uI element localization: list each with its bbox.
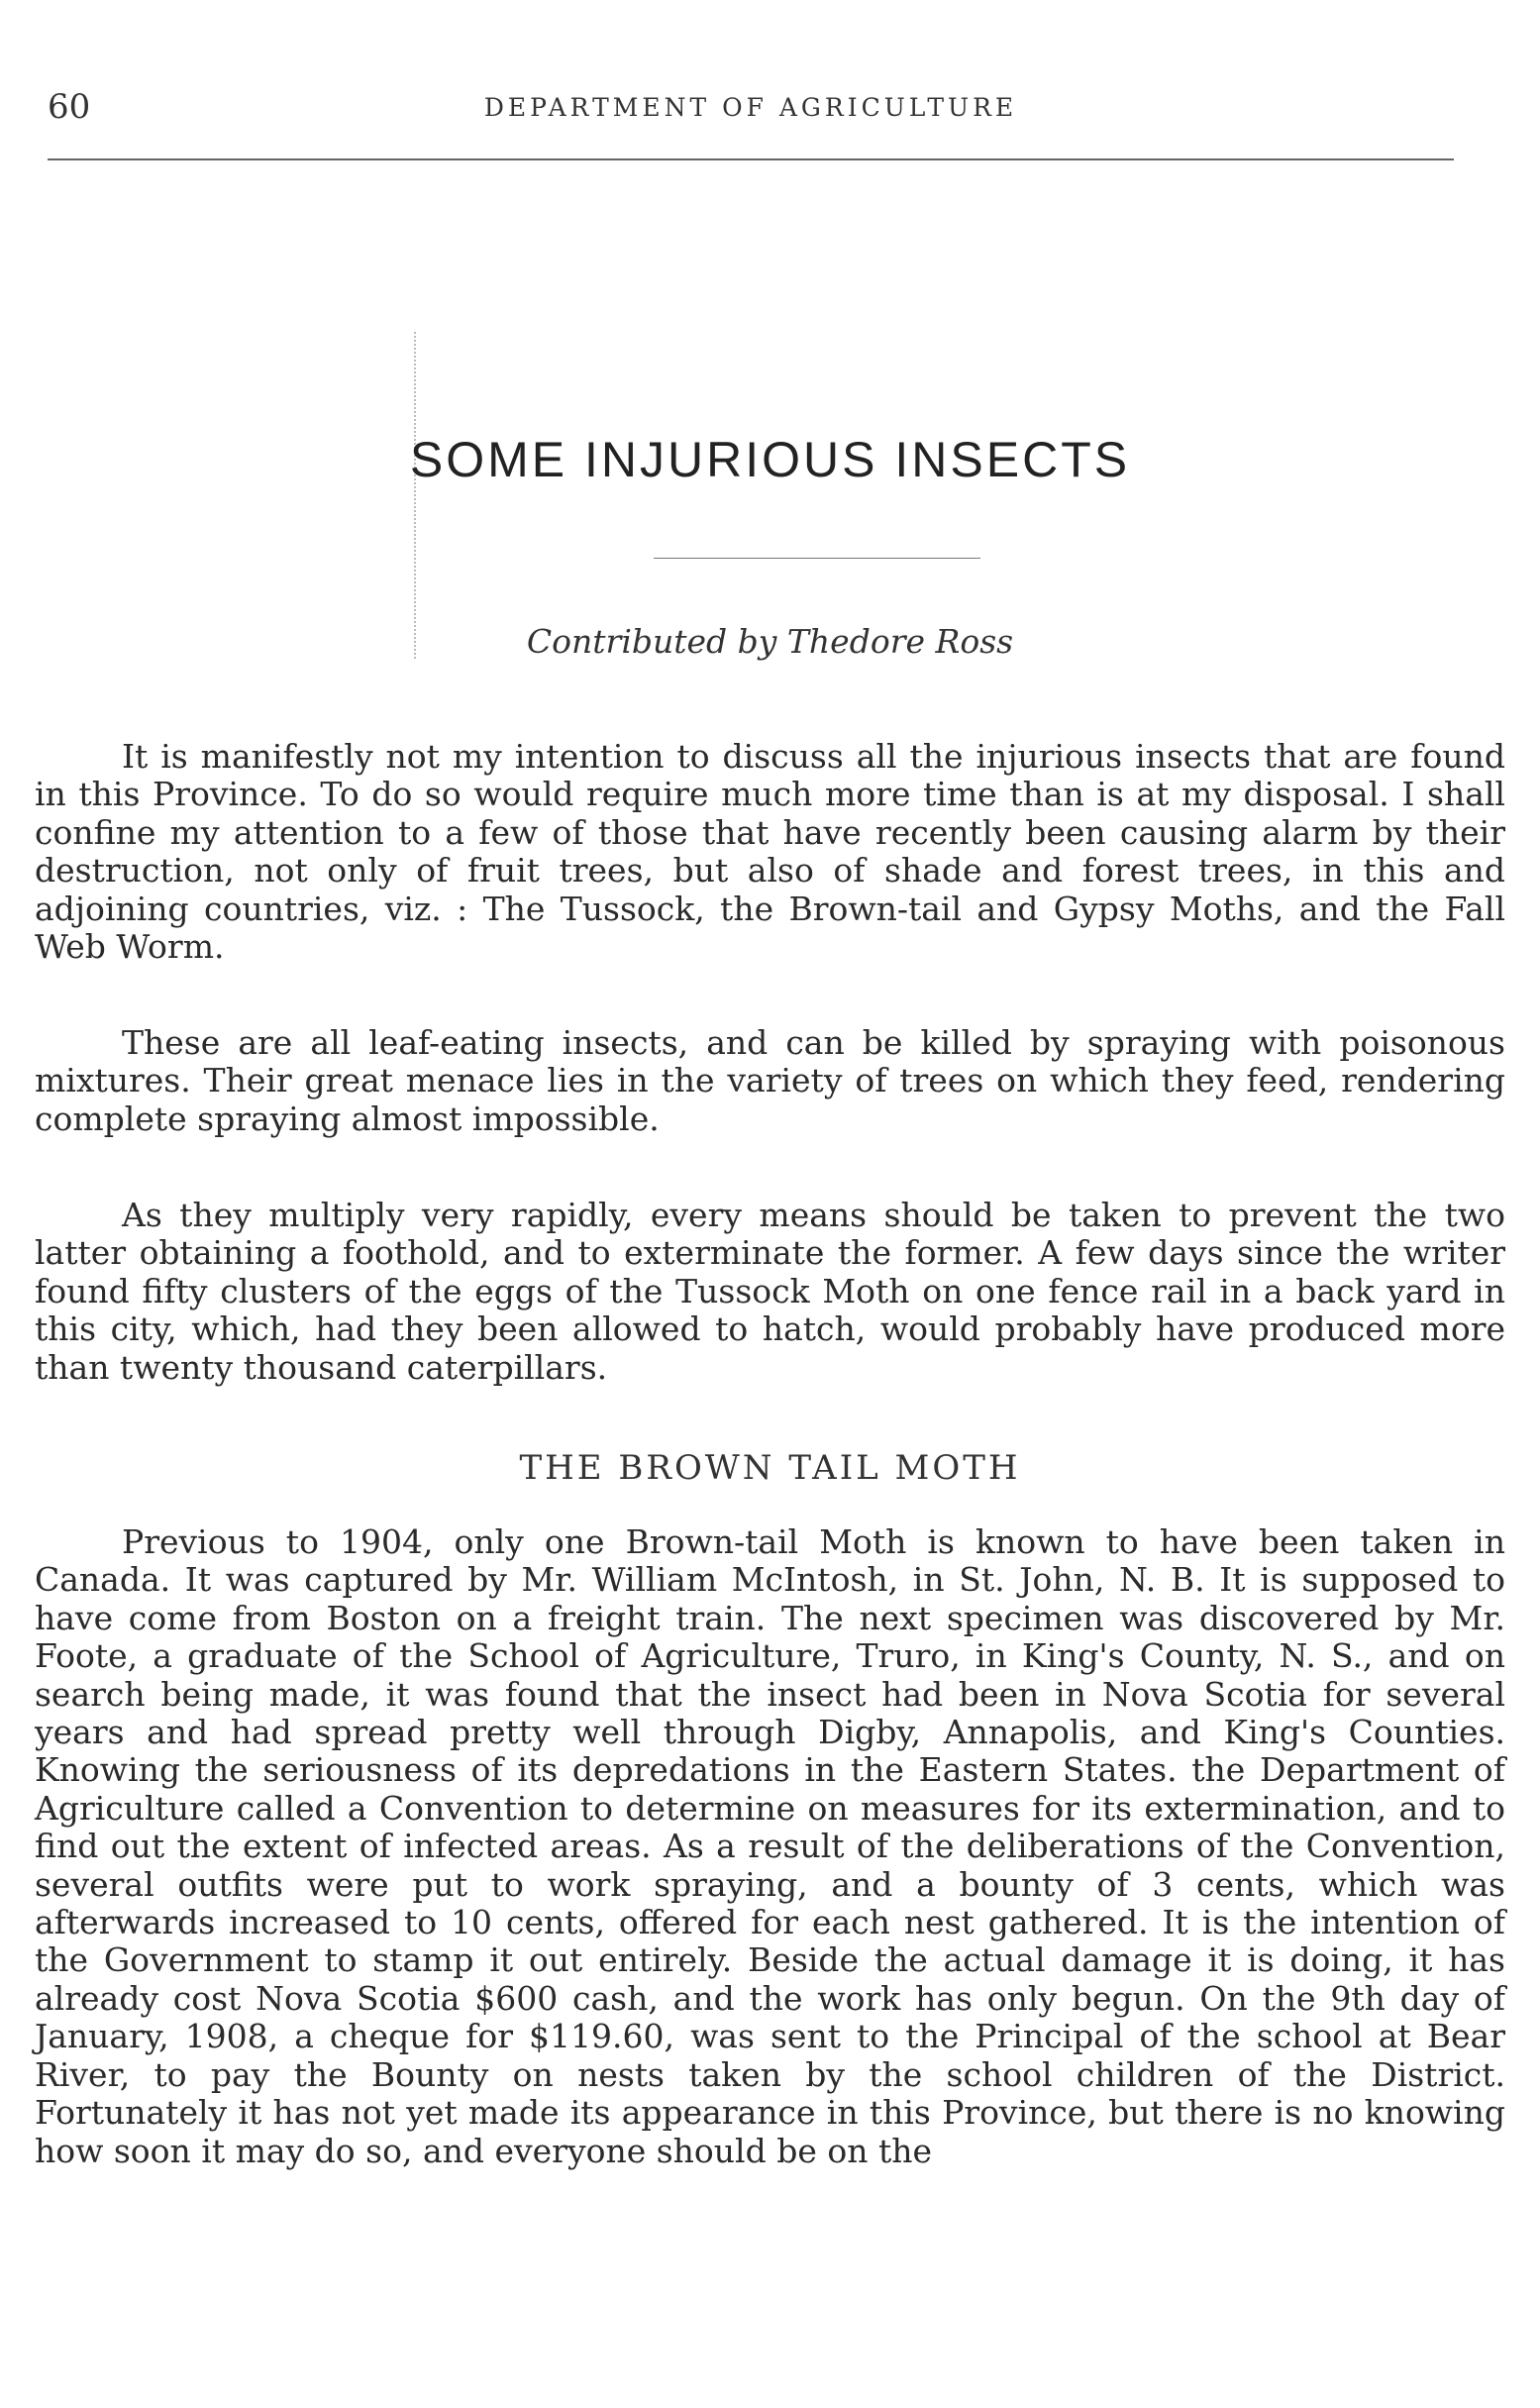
scan-artifact-dots — [414, 332, 416, 659]
section-paragraph — [35, 1523, 1505, 2170]
running-head: DEPARTMENT OF AGRICULTURE — [483, 93, 1018, 122]
article-title: SOME INJURIOUS INSECTS — [409, 432, 1131, 487]
header-rule — [48, 158, 1454, 160]
title-rule — [654, 558, 980, 559]
paragraph-2 — [35, 1024, 1505, 1138]
paragraph-text: As they multiply very rapidly, every means should be taken to prevent the two latter obtaining a foothold, and to exterminate the former. A few days since the writer found fifty clusters of the eggs of the Tussock Moth on one fence rail in a back yard in this city, which, had they been allowed to hatch, would probably have produced more than twenty thousand caterpillars. — [35, 1196, 1505, 1387]
page-header — [48, 87, 1454, 131]
page-number: 60 — [48, 87, 91, 127]
paragraph-3 — [35, 1197, 1505, 1387]
paragraph-1 — [35, 738, 1505, 966]
section-heading: THE BROWN TAIL MOTH — [519, 1448, 1021, 1488]
paragraph-text: These are all leaf-eating insects, and can be killed by spraying with poisonous mixtures. Their great menace lies in the variety of trees on which they feed, rendering complete spraying almost impossible. — [35, 1023, 1505, 1138]
paragraph-text: Previous to 1904, only one Brown-tail Moth is known to have been taken in Canada. It was captured by Mr. William McIntosh, in St. John, N. B. It is supposed to have come from Boston on a freight train. The next specimen was discovered by Mr. Foote, a graduate of the School of Agriculture, Truro, in King's County, N. S., and on search being made, it was found that the insect had been in Nova Scotia for several years and had spread pretty well through Digby, Annapolis, and King's Counties. Knowing the seriousness of its depredations in the Eastern States. the Department of Agriculture called a Convention to determine on measures for its extermination, and to find out the extent of infected areas. As a result of the deliberations of the Convention, several outfits were put to work spraying, and a bounty of 3 cents, which was afterwards increased to 10 cents, offered for each nest gathered. It is the intention of the Government to stamp it out entirely. Beside the actual damage it is doing, it has already cost Nova Scotia $600 cash, and the work has only begun. On the 9th day of January, 1908, a cheque for $119.60, was sent to the Principal of the school at Bear River, to pay the Bounty on nests taken by the school children of the District. Fortunately it has not yet made its appearance in this Province, but there is no knowing how soon it may do so, and everyone should be on the — [35, 1522, 1505, 2170]
article-byline: Contributed by Thedore Ross — [526, 622, 1014, 661]
paragraph-text: It is manifestly not my intention to discuss all the injurious insects that are found in this Province. To do so would require much more time than is at my disposal. I shall confine my attention to a few of those that have recently been causing alarm by their destruction, not only of fruit trees, but also of shade and forest trees, in this and adjoining countries, viz. : The Tussock, the Brown-tail and Gypsy Moths, and the Fall Web Worm. — [35, 737, 1505, 967]
